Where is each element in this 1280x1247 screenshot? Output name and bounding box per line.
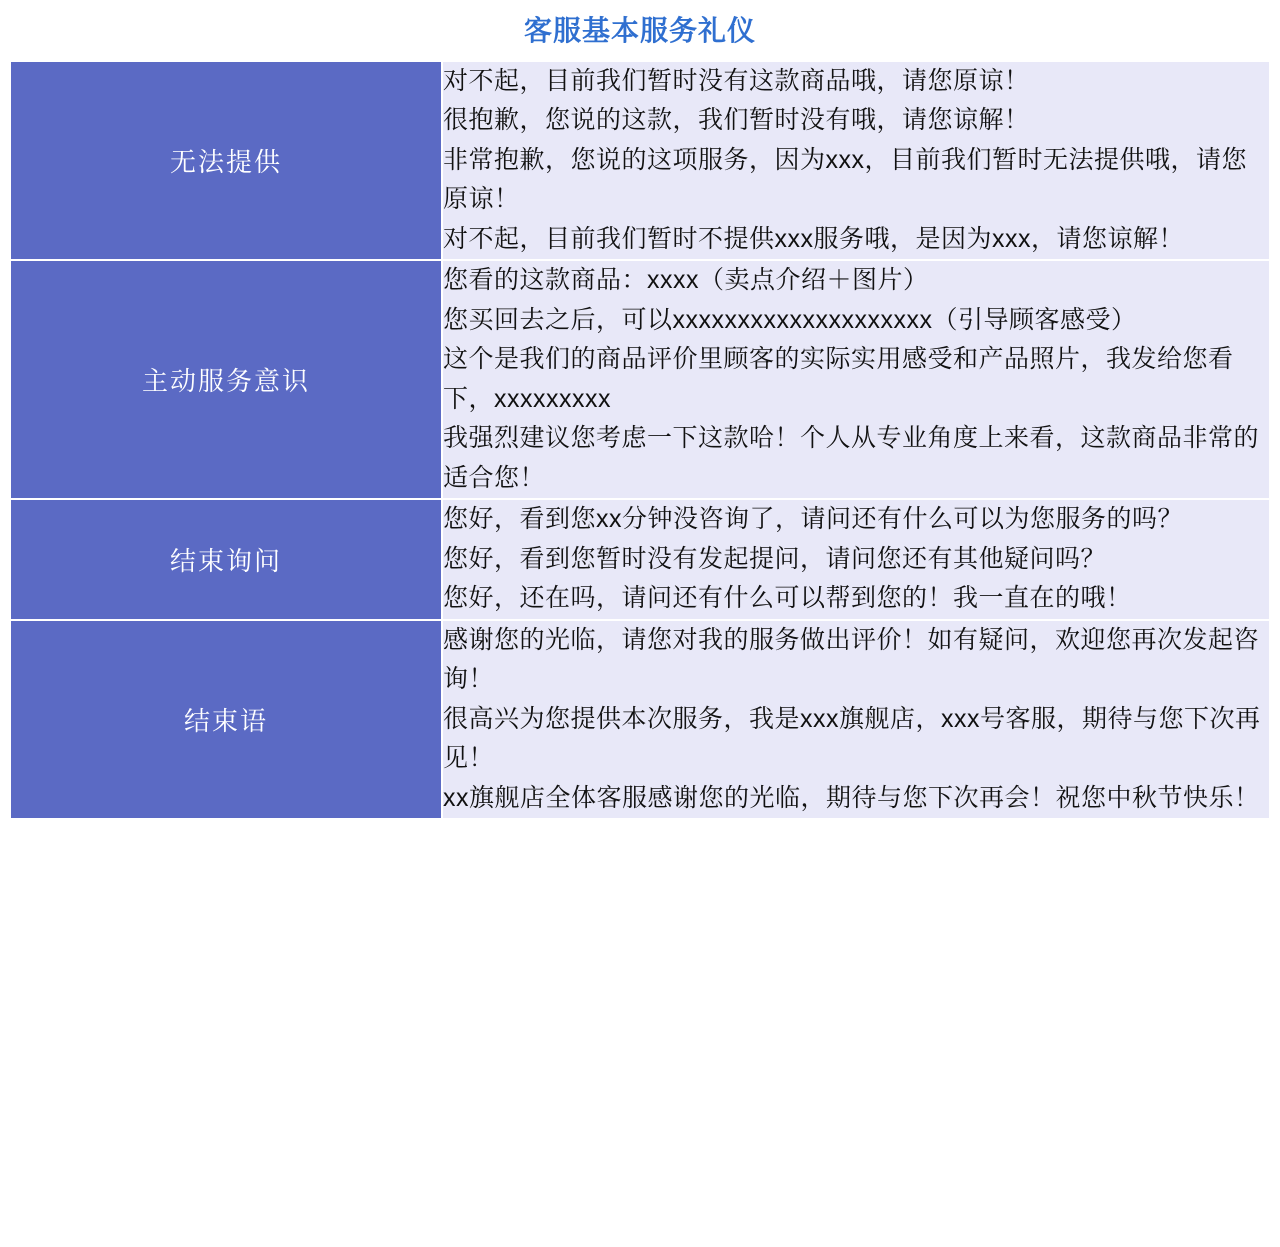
category-cell-closing-inquiry: 结束询问 bbox=[10, 499, 442, 620]
script-line: 您看的这款商品：xxxx（卖点介绍＋图片） bbox=[443, 266, 929, 295]
table-row bbox=[10, 61, 1270, 261]
script-line: 感谢您的光临，请您对我的服务做出评价！如有疑问，欢迎您再次发起咨询！ bbox=[443, 625, 1260, 694]
script-line: xx旗舰店全体客服感谢您的光临，期待与您下次再会！祝您中秋节快乐！ bbox=[443, 783, 1260, 812]
table-body bbox=[10, 61, 1270, 820]
script-line: 很高兴为您提供本次服务，我是xxx旗舰店，xxx号客服，期待与您下次再见！ bbox=[443, 704, 1261, 773]
table-row bbox=[10, 260, 1270, 499]
page-title: 客服基本服务礼仪 bbox=[523, 15, 756, 46]
script-line: 对不起，目前我们暂时没有这款商品哦，请您原谅！ bbox=[443, 66, 1030, 95]
scripts-cell-closing-remarks bbox=[442, 620, 1270, 820]
script-line: 我强烈建议您考虑一下这款哈！个人从专业角度上来看，这款商品非常的适合您！ bbox=[443, 424, 1260, 492]
scripts-cell-unavailable bbox=[442, 61, 1270, 261]
category-cell-proactive-service: 主动服务意识 bbox=[10, 260, 442, 499]
table-row bbox=[10, 620, 1270, 820]
script-line: 您好，还在吗，请问还有什么可以帮到您的！我一直在的哦！ bbox=[443, 584, 1132, 613]
script-line: 您好，看到您暂时没有发起提问，请问您还有其他疑问吗？ bbox=[443, 544, 1107, 573]
service-ritual-table bbox=[9, 60, 1271, 821]
script-line: 对不起，目前我们暂时不提供xxx服务哦，是因为xxx，请您谅解！ bbox=[443, 224, 1185, 253]
scripts-cell-proactive-service bbox=[442, 260, 1270, 499]
script-line: 这个是我们的商品评价里顾客的实际实用感受和产品照片，我发给您看下，xxxxxxxxx bbox=[443, 345, 1234, 413]
table-row bbox=[10, 499, 1270, 620]
scripts-cell-closing-inquiry bbox=[442, 499, 1270, 620]
script-line: 您好，看到您xx分钟没咨询了，请问还有什么可以为您服务的吗？ bbox=[443, 505, 1184, 534]
category-cell-closing-remarks: 结束语 bbox=[10, 620, 442, 820]
script-line: 您买回去之后，可以xxxxxxxxxxxxxxxxxxxx（引导顾客感受） bbox=[443, 305, 1137, 334]
category-cell-unavailable: 无法提供 bbox=[10, 61, 442, 261]
script-line: 很抱歉，您说的这款，我们暂时没有哦，请您谅解！ bbox=[443, 106, 1030, 135]
script-line: 非常抱歉，您说的这项服务，因为xxx，目前我们暂时无法提供哦，请您原谅！ bbox=[443, 145, 1248, 214]
